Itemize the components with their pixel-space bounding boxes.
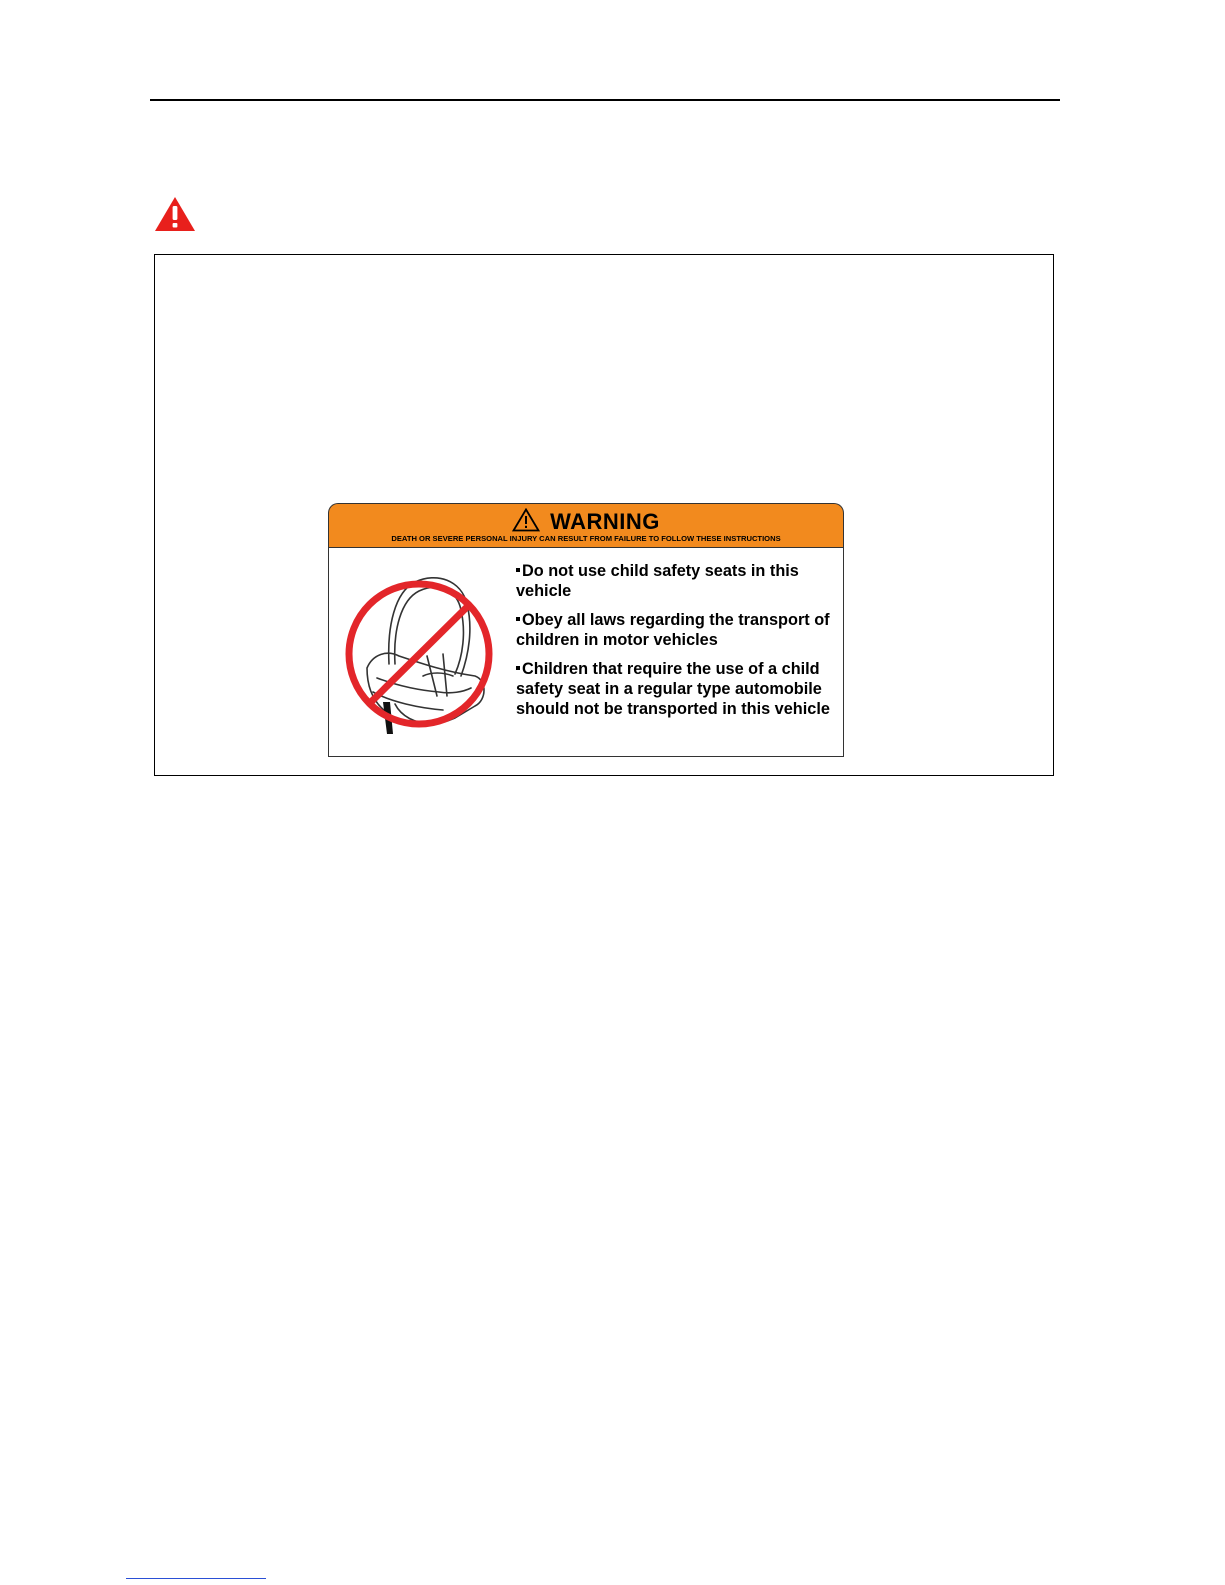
list-item: Children that require the use of a child safety seat in a regular type automobile should not be transported in this vehicle	[516, 660, 830, 718]
warning-bullet-list	[516, 561, 841, 728]
no-child-seat-icon	[343, 560, 495, 736]
warning-label-body	[328, 547, 844, 757]
warning-label	[328, 503, 844, 757]
footer-rule	[126, 1578, 266, 1579]
warning-triangle-outline-icon	[512, 508, 540, 532]
header-rule	[150, 99, 1060, 101]
warning-label-header	[328, 503, 844, 547]
warning-title: WARNING	[550, 509, 660, 534]
list-item: Do not use child safety seats in this vehicle	[516, 562, 799, 600]
warning-subtitle: DEATH OR SEVERE PERSONAL INJURY CAN RESULT FROM FAILURE TO FOLLOW THESE INSTRUCTIONS	[391, 534, 781, 543]
list-item: Obey all laws regarding the transport of children in motor vehicles	[516, 611, 830, 649]
warning-triangle-icon	[154, 196, 196, 232]
